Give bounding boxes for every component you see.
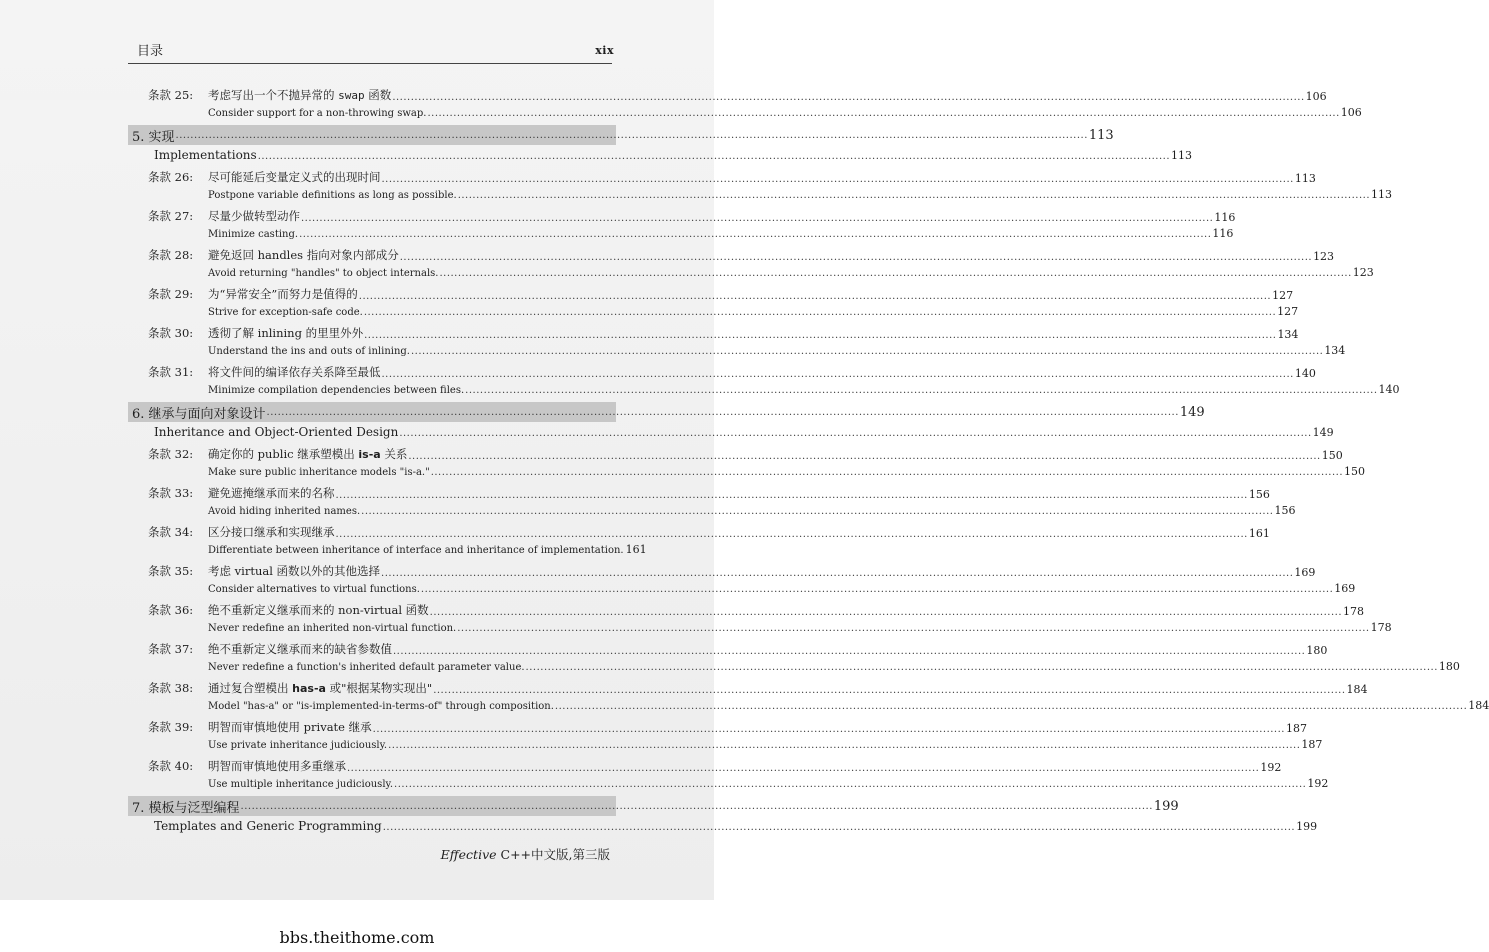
- item-label: 条款 35:: [148, 564, 194, 578]
- dot-leader: [336, 490, 1248, 501]
- chapter-title-en-row: [132, 422, 1334, 439]
- item-label: 条款 33:: [148, 486, 194, 500]
- dot-leader: [400, 252, 1312, 263]
- item-title-cn: 将文件间的编译依存关系降至最低: [208, 365, 381, 379]
- chapter-en-page-number: 149: [1312, 426, 1334, 439]
- dot-leader: [373, 724, 1285, 735]
- dot-leader: [299, 229, 1211, 240]
- item-label: 条款 40:: [148, 759, 194, 773]
- dot-leader: [411, 346, 1323, 357]
- dot-leader: [267, 407, 1179, 418]
- chapter-title-cn: 7. 模板与泛型编程: [132, 800, 240, 816]
- item-en-page-number: 123: [1352, 266, 1374, 279]
- toc-item: [132, 363, 1400, 396]
- item-en-page-number: 192: [1307, 777, 1329, 790]
- item-title-en: Minimize casting.: [208, 229, 299, 240]
- toc-item: [132, 679, 1489, 712]
- chapter-heading-row: [128, 402, 1205, 422]
- item-cn-row: [132, 324, 1299, 341]
- book-title-footer: [441, 845, 610, 863]
- item-page-number: 180: [1306, 644, 1328, 657]
- item-en-row: [132, 774, 1329, 790]
- item-page-number: 161: [1248, 527, 1270, 540]
- footer-rest: C++中文版,第三版: [496, 847, 610, 862]
- dot-leader: [382, 174, 1294, 185]
- item-label: 条款 27:: [148, 209, 194, 223]
- item-en-page-number: 178: [1370, 621, 1392, 634]
- item-cn-row: [132, 679, 1368, 696]
- item-en-page-number: 127: [1277, 305, 1299, 318]
- item-en-page-number: 161: [625, 543, 647, 556]
- chapter-heading-row: [128, 125, 1114, 145]
- item-title-en: Model "has-a" or "is-implemented-in-terms-of" through composition.: [208, 701, 554, 712]
- item-cn-row: [132, 86, 1327, 103]
- item-en-page-number: 187: [1301, 738, 1323, 751]
- dot-leader: [431, 467, 1343, 478]
- item-page-number: 127: [1272, 289, 1294, 302]
- item-cn-row: [132, 363, 1316, 380]
- chapter-page-number: 113: [1088, 127, 1114, 143]
- dot-leader: [364, 307, 1276, 318]
- item-title-en: Make sure public inheritance models "is-a.": [208, 467, 430, 478]
- item-label: 条款 38:: [148, 681, 194, 695]
- toc-item: [132, 562, 1356, 595]
- item-title-en: Consider alternatives to virtual functions.: [208, 584, 420, 595]
- item-en-page-number: 156: [1274, 504, 1296, 517]
- item-page-number: 187: [1285, 722, 1307, 735]
- item-en-row: [132, 579, 1356, 595]
- toc-item: [132, 207, 1236, 240]
- toc-item: [132, 757, 1329, 790]
- dot-leader: [241, 801, 1153, 812]
- item-label: 条款 25:: [148, 88, 194, 102]
- item-page-number: 184: [1346, 683, 1368, 696]
- dot-leader: [364, 330, 1276, 341]
- item-cn-row: [132, 523, 1270, 540]
- item-cn-row: [132, 757, 1282, 774]
- dot-leader: [408, 451, 1320, 462]
- table-of-contents: [132, 86, 1489, 839]
- item-en-row: [132, 380, 1400, 396]
- footer-italic: Effective: [440, 847, 497, 862]
- dot-leader: [176, 130, 1088, 141]
- item-page-number: 116: [1214, 211, 1236, 224]
- toc-item: [132, 168, 1393, 201]
- item-title-cn: 透彻了解 inlining 的里里外外: [208, 326, 364, 340]
- dot-leader: [458, 190, 1370, 201]
- item-en-page-number: 169: [1334, 582, 1356, 595]
- dot-leader: [392, 92, 1304, 103]
- item-en-row: [132, 657, 1460, 673]
- watermark-url: bbs.theithome.com: [279, 928, 435, 947]
- item-title-cn: 确定你的 public 继承塑模出 is-a 关系: [208, 447, 408, 461]
- item-page-number: 192: [1260, 761, 1282, 774]
- dot-leader: [394, 779, 1306, 790]
- chapter-title-en-row: [132, 816, 1318, 833]
- dot-leader: [457, 623, 1369, 634]
- item-title-cn: 通过复合塑模出 has-a 或"根据某物实现出": [208, 681, 433, 695]
- item-en-row: [132, 302, 1299, 318]
- keyword: has-a: [292, 682, 326, 695]
- item-title-cn: 绝不重新定义继承而来的缺省参数值: [208, 642, 392, 656]
- item-page-number: 140: [1294, 367, 1316, 380]
- item-page-number: 123: [1313, 250, 1335, 263]
- chapter-heading-row: [128, 796, 1179, 816]
- dot-leader: [382, 369, 1294, 380]
- item-title-cn: 明智而审慎地使用多重继承: [208, 759, 346, 773]
- header-rule: [128, 63, 612, 64]
- chapter-title-cn: 5. 实现: [132, 129, 175, 145]
- item-title-cn: 尽可能延后变量定义式的出现时间: [208, 170, 381, 184]
- item-title-en: Minimize compilation dependencies between files.: [208, 385, 465, 396]
- item-en-page-number: 106: [1340, 106, 1362, 119]
- chapter-page-number: 199: [1153, 798, 1179, 814]
- item-page-number: 106: [1305, 90, 1327, 103]
- item-label: 条款 30:: [148, 326, 194, 340]
- chapter-en-page-number: 113: [1171, 149, 1193, 162]
- item-title-en: Consider support for a non-throwing swap.: [208, 108, 427, 119]
- item-title-en: Use multiple inheritance judiciously.: [208, 779, 394, 790]
- item-en-page-number: 134: [1324, 344, 1346, 357]
- item-page-number: 156: [1248, 488, 1270, 501]
- item-title-en: Avoid hiding inherited names.: [208, 506, 361, 517]
- item-en-row: [132, 618, 1392, 634]
- item-label: 条款 34:: [148, 525, 194, 539]
- item-cn-row: [132, 246, 1335, 263]
- item-cn-row: [132, 168, 1316, 185]
- item-page-number: 178: [1343, 605, 1364, 618]
- dot-leader: [555, 701, 1467, 712]
- item-label: 条款 39:: [148, 720, 194, 734]
- chapter-title-en: Implementations: [154, 148, 257, 162]
- item-en-page-number: 180: [1438, 660, 1460, 673]
- item-label: 条款 36:: [148, 603, 194, 617]
- dot-leader: [439, 268, 1351, 279]
- toc-item: [132, 285, 1299, 318]
- item-en-row: [132, 540, 647, 556]
- item-en-row: [132, 501, 1296, 517]
- toc-item: [132, 445, 1366, 478]
- item-en-row: [132, 185, 1393, 201]
- running-header-title: 目录: [137, 44, 164, 59]
- item-title-cn: 考虑 virtual 函数以外的其他选择: [208, 564, 381, 578]
- dot-leader: [430, 607, 1342, 618]
- item-page-number: 150: [1321, 449, 1343, 462]
- item-title-cn: 区分接口继承和实现继承: [208, 525, 335, 539]
- chapter-title-cn: 6. 继承与面向对象设计: [132, 406, 266, 422]
- item-title-en: Understand the ins and outs of inlining.: [208, 346, 410, 357]
- item-en-page-number: 184: [1468, 699, 1489, 712]
- item-en-row: [132, 103, 1362, 119]
- item-en-page-number: 113: [1371, 188, 1393, 201]
- item-cn-row: [132, 562, 1316, 579]
- dot-leader: [388, 740, 1300, 751]
- dot-leader: [381, 568, 1293, 579]
- item-en-page-number: 116: [1212, 227, 1234, 240]
- dot-leader: [359, 291, 1271, 302]
- item-title-cn: 避免返回 handles 指向对象内部成分: [208, 248, 399, 262]
- toc-item: [132, 246, 1374, 279]
- item-en-row: [132, 263, 1374, 279]
- chapter-title-en-row: [132, 145, 1193, 162]
- dot-leader: [383, 822, 1295, 833]
- dot-leader: [427, 108, 1339, 119]
- item-title-en: Differentiate between inheritance of interface and inheritance of implementation.: [208, 545, 624, 556]
- item-en-page-number: 150: [1344, 465, 1366, 478]
- item-label: 条款 32:: [148, 447, 194, 461]
- dot-leader: [393, 646, 1305, 657]
- toc-item: [132, 718, 1323, 751]
- item-cn-row: [132, 601, 1364, 618]
- item-label: 条款 28:: [148, 248, 194, 262]
- item-title-en: Never redefine an inherited non-virtual function.: [208, 623, 457, 634]
- item-en-row: [132, 462, 1366, 478]
- toc-item: [132, 484, 1296, 517]
- toc-item: [132, 601, 1392, 634]
- dot-leader: [526, 662, 1438, 673]
- keyword: is-a: [358, 448, 381, 461]
- chapter-title-en: Templates and Generic Programming: [154, 819, 382, 833]
- item-title-cn: 绝不重新定义继承而来的 non-virtual 函数: [208, 603, 429, 617]
- running-header-page-number: xix: [595, 44, 614, 57]
- item-title-cn: 为“异常安全”而努力是值得的: [208, 287, 358, 301]
- toc-item: [132, 523, 1270, 556]
- item-cn-row: [132, 207, 1236, 224]
- item-cn-row: [132, 640, 1328, 657]
- item-title-en: Use private inheritance judiciously.: [208, 740, 388, 751]
- item-en-row: [132, 696, 1489, 712]
- dot-leader: [421, 584, 1333, 595]
- item-title-en: Avoid returning "handles" to object internals.: [208, 268, 439, 279]
- item-page-number: 169: [1294, 566, 1316, 579]
- toc-item: [132, 86, 1362, 119]
- item-title-cn: 避免遮掩继承而来的名称: [208, 486, 335, 500]
- dot-leader: [465, 385, 1377, 396]
- item-title-cn: 尽量少做转型动作: [208, 209, 300, 223]
- item-title-en: Never redefine a function's inherited default parameter value.: [208, 662, 525, 673]
- item-title-en: Postpone variable definitions as long as possible.: [208, 190, 457, 201]
- dot-leader: [301, 213, 1213, 224]
- dot-leader: [336, 529, 1248, 540]
- chapter-page-number: 149: [1179, 404, 1205, 420]
- chapter-title-en: Inheritance and Object-Oriented Design: [154, 425, 399, 439]
- item-page-number: 113: [1294, 172, 1316, 185]
- item-label: 条款 26:: [148, 170, 194, 184]
- dot-leader: [433, 685, 1345, 696]
- item-cn-row: [132, 718, 1307, 735]
- item-title-en: Strive for exception-safe code.: [208, 307, 363, 318]
- item-en-row: [132, 735, 1323, 751]
- item-en-row: [132, 341, 1346, 357]
- item-cn-row: [132, 484, 1270, 501]
- dot-leader: [361, 506, 1273, 517]
- dot-leader: [399, 428, 1311, 439]
- dot-leader: [258, 151, 1170, 162]
- item-page-number: 134: [1277, 328, 1299, 341]
- item-cn-row: [132, 445, 1343, 462]
- toc-item: [132, 640, 1460, 673]
- chapter-en-page-number: 199: [1296, 820, 1318, 833]
- item-label: 条款 37:: [148, 642, 194, 656]
- item-en-row: [132, 224, 1234, 240]
- item-title-cn: 明智而审慎地使用 private 继承: [208, 720, 372, 734]
- toc-item: [132, 324, 1346, 357]
- keyword: swap: [338, 89, 365, 102]
- item-label: 条款 29:: [148, 287, 194, 301]
- item-label: 条款 31:: [148, 365, 194, 379]
- dot-leader: [347, 763, 1259, 774]
- item-title-cn: 考虑写出一个不抛异常的 swap 函数: [208, 88, 392, 102]
- item-cn-row: [132, 285, 1294, 302]
- item-en-page-number: 140: [1378, 383, 1400, 396]
